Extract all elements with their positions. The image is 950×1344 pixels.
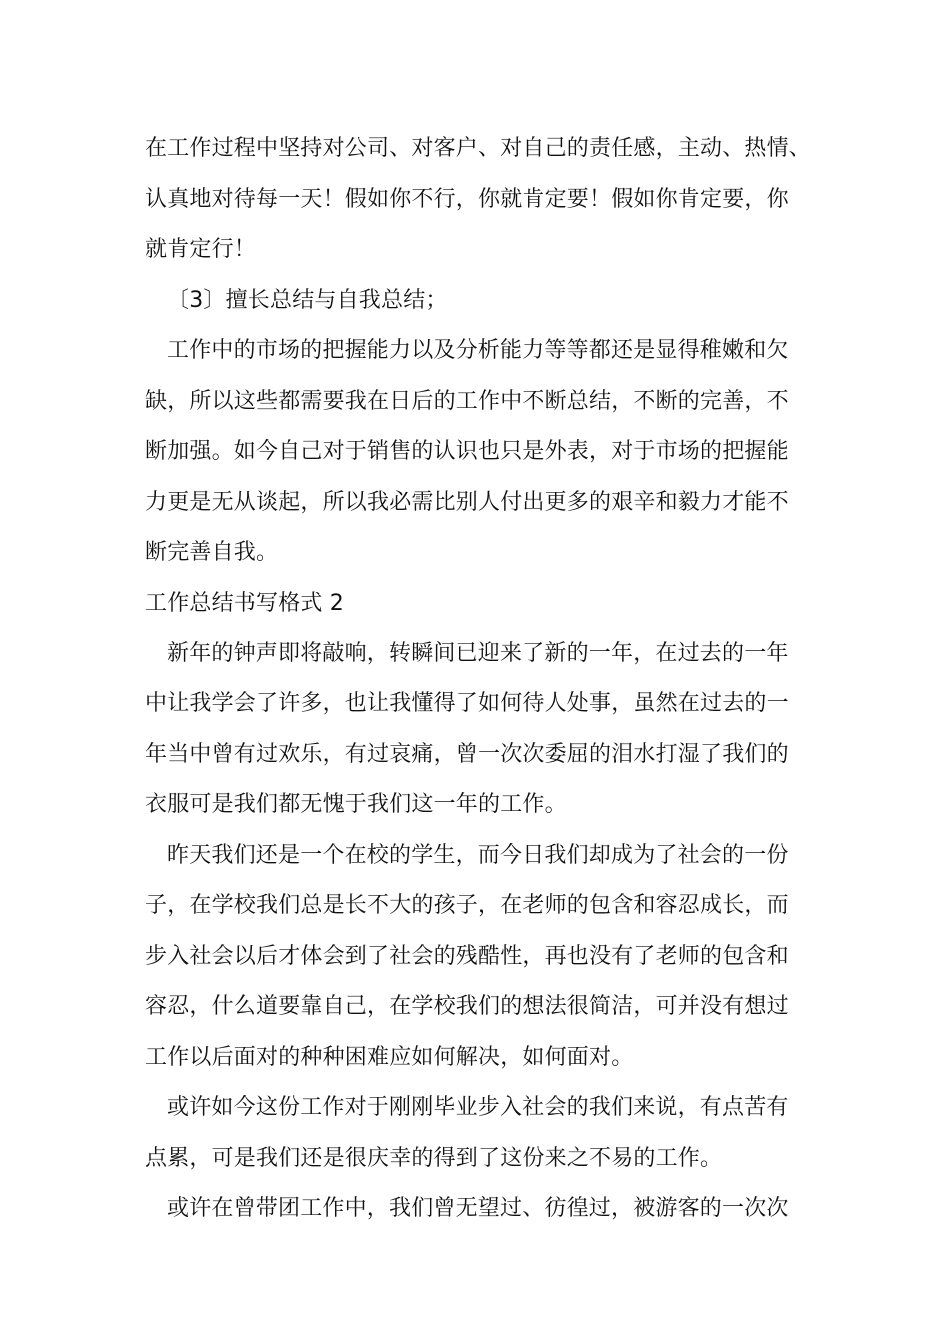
text-line: 工作以后面对的种种困难应如何解决，如何面对。: [145, 1044, 634, 1070]
text-line: 年当中曾有过欢乐，有过哀痛，曾一次次委屈的泪水打湿了我们的: [145, 741, 789, 767]
text-line: 缺，所以这些都需要我在日后的工作中不断总结，不断的完善，不: [145, 388, 789, 414]
text-line: 点累，可是我们还是很庆幸的得到了这份来之不易的工作。: [145, 1145, 723, 1171]
text-line: 新年的钟声即将敲响，转瞬间已迎来了新的一年，在过去的一年: [167, 640, 789, 666]
text-line: 步入社会以后才体会到了社会的残酷性，再也没有了老师的包含和: [145, 943, 789, 969]
text-line: 在工作过程中坚持对公司、对客户、对自己的责任感，主动、热情、: [145, 136, 812, 161]
text-line: 断完善自我。: [145, 540, 279, 565]
text-line: 或许在曾带团工作中，我们曾无望过、彷徨过，被游客的一次次: [167, 1196, 789, 1221]
text-line: 中让我学会了许多，也让我懂得了如何待人处事，虽然在过去的一: [145, 691, 789, 716]
text-line: 或许如今这份工作对于刚刚毕业步入社会的我们来说，有点苦有: [167, 1095, 789, 1120]
text-line: 断加强。如今自己对于销售的认识也只是外表，对于市场的把握能: [145, 439, 789, 464]
text-line: 衣服可是我们都无愧于我们这一年的工作。: [145, 792, 567, 817]
text-line: 容忍，什么道要靠自己，在学校我们的想法很简洁，可并没有想过: [145, 994, 789, 1019]
list-item-heading: 〔3〕擅长总结与自我总结；: [167, 287, 448, 313]
text-line: 昨天我们还是一个在校的学生，而今日我们却成为了社会的一份: [167, 842, 789, 868]
text-line: 认真地对待每一天！假如你不行，你就肯定要！假如你肯定要，你: [145, 186, 789, 212]
section-heading: 工作总结书写格式 2: [145, 590, 344, 616]
document-body: [145, 124, 835, 1235]
text-line: 就肯定行！: [145, 237, 257, 262]
text-line: 力更是无从谈起，所以我必需比别人付出更多的艰辛和毅力才能不: [145, 489, 789, 515]
text-line: 子，在学校我们总是长不大的孩子，在老师的包含和容忍成长，而: [145, 893, 789, 918]
text-line: 工作中的市场的把握能力以及分析能力等等都还是显得稚嫩和欠: [167, 338, 789, 363]
